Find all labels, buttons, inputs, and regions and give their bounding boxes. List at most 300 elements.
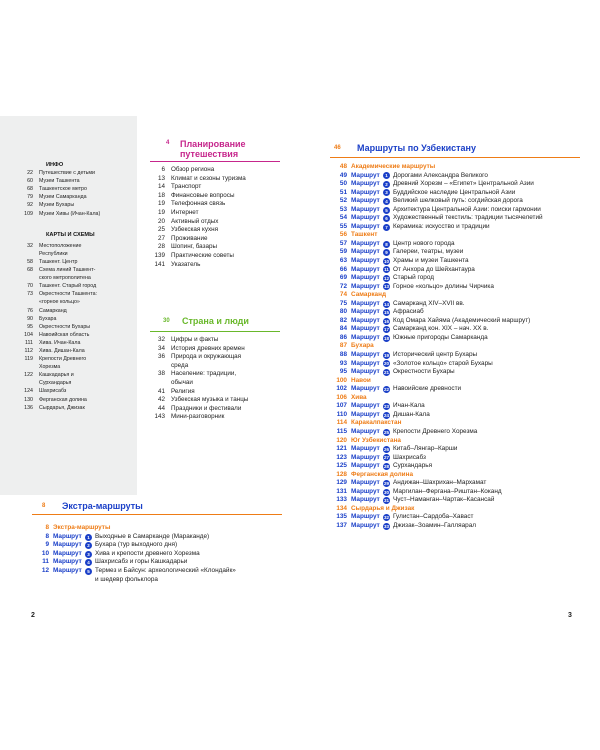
routes-route-label: Маршрут [351,359,380,367]
extra-route-badge: 1 [85,534,92,541]
routes-route-label: Маршрут [351,222,380,230]
routes-route-page-ref: 115 [336,427,347,435]
planning-page-ref: 25 [157,226,165,234]
routes-route-label: Маршрут [351,180,380,188]
info-entry-title: Ташкентское метро [39,186,87,193]
routes-route-badge: 25 [383,429,389,435]
country-page-ref: 44 [157,404,165,412]
routes-route-badge: 15 [383,310,389,316]
routes-route-label: Маршрут [351,351,380,359]
routes-region-page-ref: 114 [336,419,347,427]
routes-route-row [330,428,580,437]
routes-route-row [330,402,580,411]
map-entry-title: Сырдарья, Джизак [39,404,85,411]
extra-region-page-ref: 8 [45,524,49,531]
country-entry-title: Население: традиции, обычаи [171,370,237,386]
routes-route-title: Джизак–Зоамин–Галляарал [393,521,476,529]
routes-route-title: Великий шелковый путь: согдийская дорога [393,197,523,205]
routes-route-row [330,283,580,292]
routes-route-badge: 18 [383,335,389,341]
routes-route-title: Андижан–Шахрихан–Мархамат [393,479,487,487]
routes-route-page-ref: 86 [339,333,347,341]
routes-route-label: Маршрут [351,214,380,222]
routes-route-page-ref: 93 [339,359,347,367]
routes-region-name: Сырдарья и Джизак [351,504,415,512]
routes-route-badge: 23 [383,404,389,410]
map-entry-title: Навоийская область [39,331,90,338]
extra-route-page-ref: 10 [41,549,49,557]
page-number-right: 3 [568,612,572,619]
planning-page-ref: 13 [157,174,165,182]
routes-route-row [330,214,580,223]
map-entry-title: Хива. Дишан-Кала [39,347,85,354]
routes-route-row [330,300,580,309]
planning-page-ref: 19 [157,208,165,216]
planning-entry-title: Активный отдых [171,217,219,225]
map-entry [22,290,134,306]
routes-route-badge: 14 [383,301,389,307]
routes-route-page-ref: 72 [339,282,347,290]
routes-region-header [330,394,580,403]
extra-route-badge: 4 [85,559,92,566]
extra-route-title: Шахрисабз и горы Кашкадарьи [95,558,188,566]
routes-route-label: Маршрут [351,205,380,213]
planning-entry [150,243,270,252]
extra-route-row [32,558,282,567]
info-entry-title: Путешествие с детьми [39,170,95,177]
country-entry-title: Праздники и фестивали [171,404,242,412]
info-entry [22,177,134,185]
routes-route-badge: 30 [383,489,389,495]
map-page-ref: 122 [24,372,33,379]
page-number-left: 2 [31,612,35,619]
routes-route-label: Маршрут [351,462,380,470]
map-entry-title: Хива. Ичан-Кала [39,339,81,346]
routes-route-label: Маршрут [351,188,380,196]
info-page-ref: 22 [27,170,33,177]
extra-route-title-continued [32,576,282,585]
country-entry [150,336,270,345]
extra-route-title: Выходные в Самарканде (Мараканде) [95,532,210,540]
routes-route-page-ref: 84 [339,325,347,333]
routes-route-badge: 4 [383,198,390,205]
map-entry-title: Ташкент. Старый город [39,283,97,290]
routes-route-title: Дишан-Кала [393,410,430,418]
planning-page-number: 4 [166,140,170,146]
routes-route-row [330,385,580,394]
routes-region-page-ref: 74 [339,291,347,299]
map-entry-title: Окрестности Ташкента: «горное кольцо» [39,291,98,306]
country-entry-title: Природа и окружающая среда [171,353,242,369]
map-entry [22,387,134,395]
routes-route-label: Маршрут [351,171,380,179]
routes-route-badge: 1 [383,172,390,179]
country-title: Страна и люди [182,316,249,326]
routes-route-badge: 2 [383,181,390,188]
country-entry [150,345,270,354]
map-page-ref: 130 [24,396,33,403]
routes-route-title: Дорогами Александра Великого [393,171,488,179]
routes-list [330,163,580,531]
routes-route-row [330,266,580,275]
routes-route-row [330,180,580,189]
info-page-ref: 68 [27,186,33,193]
planning-page-ref: 28 [157,243,165,251]
extra-route-row [32,567,282,576]
map-page-ref: 68 [27,267,33,274]
map-entry [22,355,134,371]
country-page-number: 30 [163,318,170,324]
routes-route-badge: 5 [383,207,390,214]
country-page-ref: 32 [157,336,165,343]
routes-region-page-ref: 48 [339,163,347,170]
routes-route-title: Чуст–Наманган–Чартак–Касансай [393,496,495,504]
planning-entry [150,209,270,218]
routes-route-label: Маршрут [351,513,380,521]
routes-route-page-ref: 135 [336,513,347,521]
routes-route-title: Южные пригороды Самарканда [393,333,488,341]
routes-route-badge: 22 [383,386,389,392]
routes-route-label: Маршрут [351,368,380,376]
planning-entry-title: Узбекская кухня [171,226,219,234]
extra-route-label: Маршрут [53,549,82,557]
map-entry [22,307,134,315]
map-entry-title: Шахрисабз [39,388,67,395]
routes-route-label: Маршрут [351,282,380,290]
planning-entry-title: Финансовые вопросы [171,191,235,199]
routes-route-row [330,206,580,215]
routes-route-title: Шахрисабз [393,453,426,461]
routes-route-title: Маргилан–Фергана–Риштан–Коканд [393,487,502,495]
routes-route-badge: 9 [383,249,390,256]
routes-region-header [330,291,580,300]
map-entry-title: Ташкент. Центр [39,258,78,265]
map-page-ref: 32 [27,242,33,249]
map-entry [22,315,134,323]
map-entry [22,266,134,282]
map-entry-title: Крепости Древнего Хорезма [39,356,87,371]
routes-route-page-ref: 123 [336,453,347,461]
routes-route-label: Маршрут [351,402,380,410]
routes-route-badge: 13 [383,284,389,290]
routes-region-name: Ферганская долина [351,470,414,478]
country-entry-title: История древних времен [171,344,245,352]
extra-route-page-ref: 12 [41,566,49,574]
routes-region-header [330,471,580,480]
map-entry-title: Схема линий Ташкент- ского метрополитена [39,267,96,282]
routes-route-badge: 7 [383,224,390,231]
extra-rule [32,514,282,515]
country-page-ref: 34 [157,344,165,352]
routes-route-row [330,223,580,232]
routes-route-row [330,368,580,377]
planning-entry-title: Практические советы [171,251,234,259]
map-page-ref: 95 [27,323,33,330]
planning-entry [150,200,270,209]
map-page-ref: 76 [27,307,33,314]
routes-route-label: Маршрут [351,333,380,341]
planning-entry-title: Обзор региона [171,166,215,173]
routes-route-label: Маршрут [351,308,380,316]
routes-region-name: Ташкент [351,231,378,239]
routes-route-label: Маршрут [351,496,380,504]
routes-route-page-ref: 52 [339,197,347,205]
planning-page-ref: 18 [157,191,165,199]
extra-page-number: 8 [42,503,46,509]
routes-route-title: От Анхора до Шейхантаура [393,265,475,273]
planning-page-ref: 27 [157,234,165,242]
routes-region-name: Самарканд [351,291,387,299]
routes-region-header [330,231,580,240]
country-entry-title: Религия [171,387,195,395]
planning-entry-title: Транспорт [171,183,202,191]
routes-route-page-ref: 110 [336,410,347,418]
map-entry-title: Кашкадарья и Сурхандарья [39,372,74,387]
map-page-ref: 73 [27,291,33,298]
routes-region-name: Каракалпакстан [351,419,402,427]
routes-route-title: Окрестности Бухары [393,368,455,376]
routes-region-name: Хива [351,393,367,401]
routes-route-badge: 29 [383,481,389,486]
routes-route-row [330,172,580,181]
map-entry [22,282,134,290]
extra-route-badge: 3 [85,551,92,558]
routes-route-badge: 10 [383,258,389,264]
routes-title: Маршруты по Узбекистану [357,143,476,153]
routes-route-badge: 33 [383,523,389,529]
country-entry-title: Узбекская музыка и танцы [171,396,249,404]
routes-route-badge: 11 [384,267,389,273]
routes-route-page-ref: 53 [339,205,347,213]
planning-list [150,166,270,269]
routes-route-badge: 24 [383,412,389,418]
info-entry [22,169,134,177]
routes-route-label: Маршрут [351,479,380,487]
routes-route-row [330,445,580,454]
extra-route-title-line2: и шедевр фольклора [95,575,158,583]
info-entry-title: Музеи Бухары [39,202,75,209]
country-entry-title: Цифры и факты [171,336,219,343]
routes-region-name: Юг Узбекистана [351,436,401,444]
routes-route-title: Крепости Древнего Хорезма [393,427,478,435]
planning-entry [150,218,270,227]
routes-route-title: Древний Хорезм – «Египет» Центральной Азии [393,180,534,188]
routes-route-label: Маршрут [351,257,380,265]
extra-route-label: Маршрут [53,558,82,566]
routes-route-label: Маршрут [351,445,380,453]
routes-region-page-ref: 56 [339,231,347,239]
routes-route-row [330,513,580,522]
map-entry [22,258,134,266]
routes-route-page-ref: 57 [339,239,347,247]
routes-route-row [330,257,580,266]
routes-route-title: Керамика: искусство и традиции [393,222,490,230]
routes-region-header [330,377,580,386]
routes-route-label: Маршрут [351,385,380,393]
routes-region-header [330,437,580,446]
routes-region-name: Навои [351,376,371,384]
planning-entry [150,175,270,184]
planning-entry [150,166,270,175]
routes-route-row [330,334,580,343]
routes-route-row [330,325,580,334]
routes-route-badge: 6 [383,215,390,222]
routes-route-title: Самарканд кон. XIX – нач. XX в. [393,325,489,333]
map-page-ref: 58 [27,258,33,265]
routes-region-page-ref: 134 [336,504,347,512]
country-page-ref: 143 [154,413,165,421]
extra-list [32,524,282,584]
info-page-ref: 109 [24,210,33,217]
extra-route-label: Маршрут [53,532,82,540]
extra-route-title: Хива и крепости древнего Хорезма [95,549,200,557]
map-page-ref: 119 [24,356,33,363]
extra-route-page-ref: 8 [45,532,49,540]
country-entry-title: Мини-разговорник [171,413,225,421]
routes-route-title: Исторический центр Бухары [393,351,478,359]
info-entry [22,201,134,209]
info-entry [22,185,134,193]
extra-route-title: Бухара (тур выходного дня) [95,541,178,549]
routes-route-page-ref: 95 [339,368,347,376]
routes-route-page-ref: 66 [339,265,347,273]
map-page-ref: 70 [27,283,33,290]
extra-title: Экстра-маршруты [62,501,143,511]
info-entry-title: Музеи Хивы (Ичан-Кала) [39,210,101,217]
routes-region-page-ref: 128 [336,470,347,478]
routes-route-page-ref: 137 [336,521,347,529]
routes-route-label: Маршрут [351,248,380,256]
routes-route-label: Маршрут [351,487,380,495]
planning-page-ref: 19 [157,200,165,208]
routes-page-number: 46 [334,145,341,151]
routes-route-label: Маршрут [351,239,380,247]
routes-region-page-ref: 87 [339,342,347,350]
maps-heading: КАРТЫ И СХЕМЫ [46,231,95,238]
map-page-ref: 124 [24,388,33,395]
routes-route-badge: 16 [383,318,389,324]
extra-region-header [32,524,282,533]
extra-route-page-ref: 9 [45,541,49,549]
routes-route-badge: 32 [383,515,389,521]
routes-route-page-ref: 80 [339,308,347,316]
map-entry-title: Бухара [39,315,57,322]
routes-route-badge: 31 [383,498,389,504]
routes-route-label: Маршрут [351,521,380,529]
extra-route-label: Маршрут [53,541,82,549]
info-page-ref: 79 [27,194,33,201]
info-heading: ИНФО [46,162,64,168]
routes-rule [330,157,580,158]
routes-route-badge: 12 [383,275,389,281]
routes-route-title: Архитектура Центральной Азии: поиски гармонии [393,205,541,213]
extra-route-badge: 5 [85,568,92,575]
routes-route-title: Афрасиаб [393,308,424,316]
routes-region-name: Бухара [351,342,374,350]
map-entry [22,404,134,412]
routes-route-page-ref: 63 [339,257,347,265]
routes-route-page-ref: 107 [336,402,347,410]
routes-route-page-ref: 133 [336,496,347,504]
routes-route-badge: 27 [383,455,389,461]
planning-entry-title: Климат и сезоны туризма [171,174,246,182]
routes-route-title: Центр нового города [393,239,455,247]
routes-route-row [330,274,580,283]
routes-route-row [330,479,580,488]
routes-route-row [330,411,580,420]
routes-route-badge: 19 [383,352,389,358]
routes-route-badge: 21 [383,369,389,375]
routes-route-page-ref: 125 [336,462,347,470]
routes-route-row [330,308,580,317]
routes-route-badge: 20 [383,361,389,367]
routes-route-row [330,197,580,206]
map-entry [22,396,134,404]
routes-region-name: Академические маршруты [351,163,436,170]
map-page-ref: 111 [24,339,33,346]
planning-entry-title: Телефонная связь [171,200,226,208]
routes-route-row [330,496,580,505]
planning-entry-title: Интернет [171,208,199,216]
routes-route-row [330,462,580,471]
planning-page-ref: 6 [161,166,165,173]
planning-entry-title: Проживание [171,234,208,242]
info-page-ref: 60 [27,178,33,185]
planning-title: Планирование путешествия [180,139,246,159]
planning-entry-title: Указатель [171,260,201,268]
planning-page-ref: 141 [154,260,165,268]
extra-route-row [32,533,282,542]
routes-route-label: Маршрут [351,274,380,282]
routes-route-title: Самарканд XIV–XVII вв. [393,299,465,307]
routes-route-row [330,189,580,198]
country-entry [150,396,270,405]
routes-route-page-ref: 75 [339,299,347,307]
info-entry-title: Музеи Самарканда [39,194,87,201]
map-entry [22,347,134,355]
routes-route-label: Маршрут [351,197,380,205]
planning-entry-title: Шопинг, базары [171,243,218,251]
routes-route-label: Маршрут [351,410,380,418]
extra-route-badge: 2 [85,542,92,549]
routes-route-badge: 8 [383,241,390,248]
routes-region-header [330,163,580,172]
country-page-ref: 36 [157,353,165,361]
routes-route-page-ref: 49 [339,171,347,179]
routes-route-badge: 17 [383,327,389,333]
routes-route-label: Маршрут [351,453,380,461]
routes-route-page-ref: 59 [339,248,347,256]
country-page-ref: 42 [157,396,165,404]
map-entry-title: Местоположение Республики [39,242,82,257]
routes-route-badge: 3 [383,189,390,196]
routes-route-page-ref: 69 [339,274,347,282]
routes-region-page-ref: 106 [336,393,347,401]
routes-route-badge: 28 [383,463,389,469]
map-page-ref: 90 [27,315,33,322]
routes-route-title: Храмы и музеи Ташкента [393,257,469,265]
country-entry [150,405,270,414]
routes-route-page-ref: 102 [336,385,347,393]
map-entry-title: Ферганская долина [39,396,87,403]
routes-route-row [330,454,580,463]
routes-route-label: Маршрут [351,265,380,273]
routes-route-row [330,248,580,257]
routes-route-row [330,240,580,249]
routes-route-title: Галереи, театры, музеи [393,248,464,256]
planning-entry [150,261,270,270]
map-entry [22,331,134,339]
